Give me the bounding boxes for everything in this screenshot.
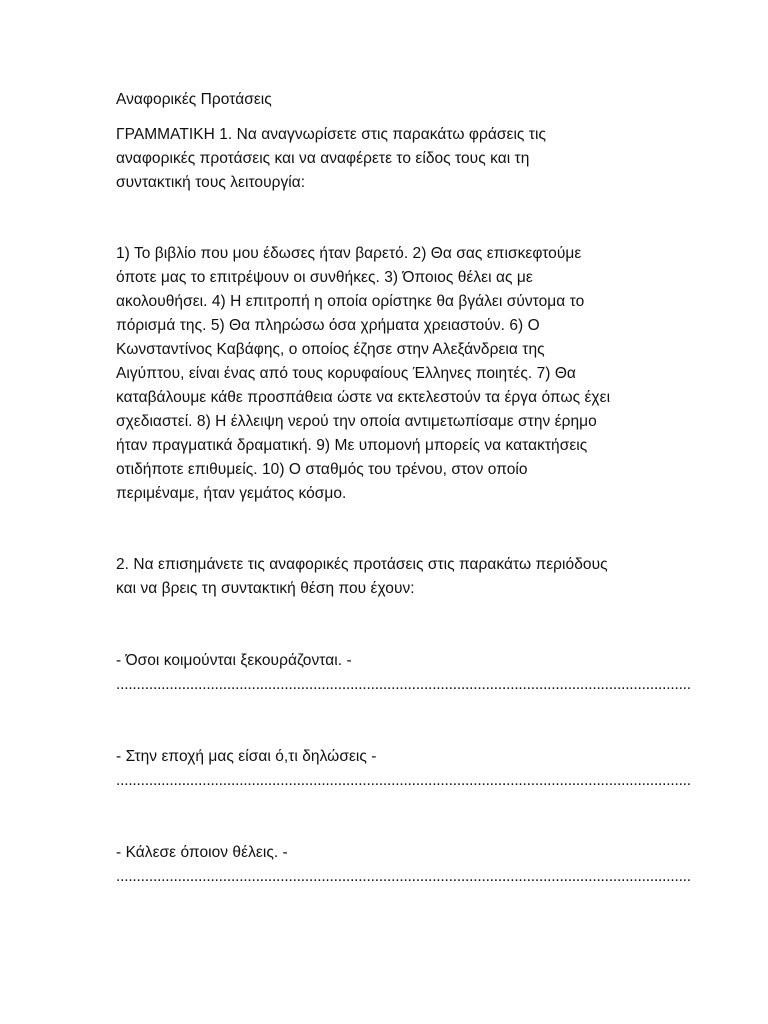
fill-in-item-text: - Στην εποχή μας είσαι ό,τι δηλώσεις - [116,748,377,765]
sentence-line: ήταν πραγματικά δραματική. 9) Με υπομονή μπορείς να κατακτήσεις [116,437,588,454]
sentence-line: ακολουθήσει. 4) Η επιτροπή η οποία ορίστηκε θα βγάλει σύντομα το [116,293,585,310]
fill-in-item-text: - Όσοι κοιμούνται ξεκουράζονται. - [116,652,352,669]
fill-in-dotted-line: ............................................................................................................................................ [116,868,691,885]
sentence-line: πόρισμά της. 5) Θα πληρώσω όσα χρήματα χρειαστούν. 6) Ο [116,317,540,334]
exercise2-line: 2. Να επισημάνετε τις αναφορικές προτάσεις στις παρακάτω περιόδους [116,556,608,573]
exercise1-line: ΓΡΑΜΜΑΤΙΚΗ 1. Να αναγνωρίσετε στις παρακάτω φράσεις τις [116,126,546,143]
sentence-line: Κωνσταντίνος Καβάφης, ο οποίος έζησε στην Αλεξάνδρεια της [116,341,545,358]
sentence-line: περιμέναμε, ήταν γεμάτος κόσμο. [116,485,347,502]
fill-in-item-text: - Κάλεσε όποιον θέλεις. - [116,844,288,861]
sentence-line: σχεδιαστεί. 8) Η έλλειψη νερού την οποία αντιμετωπίσαμε στην έρημο [116,413,597,430]
exercise1-line: συντακτική τους λειτουργία: [116,174,306,191]
sentence-line: όποτε μας το επιτρέψουν οι συνθήκες. 3) Όποιος θέλει ας με [116,269,533,286]
sentence-line: καταβάλουμε κάθε προσπάθεια ώστε να εκτελεστούν τα έργα όπως έχει [116,389,611,406]
exercise1-line: αναφορικές προτάσεις και να αναφέρετε το είδος τους και τη [116,150,530,167]
document-title: Αναφορικές Προτάσεις [116,91,272,108]
sentence-line: 1) Το βιβλίο που μου έδωσες ήταν βαρετό. 2) Θα σας επισκεφτούμε [116,245,582,262]
fill-in-dotted-line: ............................................................................................................................................ [116,676,691,693]
fill-in-dotted-line: ............................................................................................................................................ [116,772,691,789]
sentence-line: οτιδήποτε επιθυμείς. 10) Ο σταθμός του τρένου, στον οποίο [116,461,528,478]
exercise2-line: και να βρεις τη συντακτική θέση που έχουν: [116,580,415,597]
sentence-line: Αιγύπτου, είναι ένας από τους κορυφαίους Έλληνες ποιητές. 7) Θα [116,365,576,382]
